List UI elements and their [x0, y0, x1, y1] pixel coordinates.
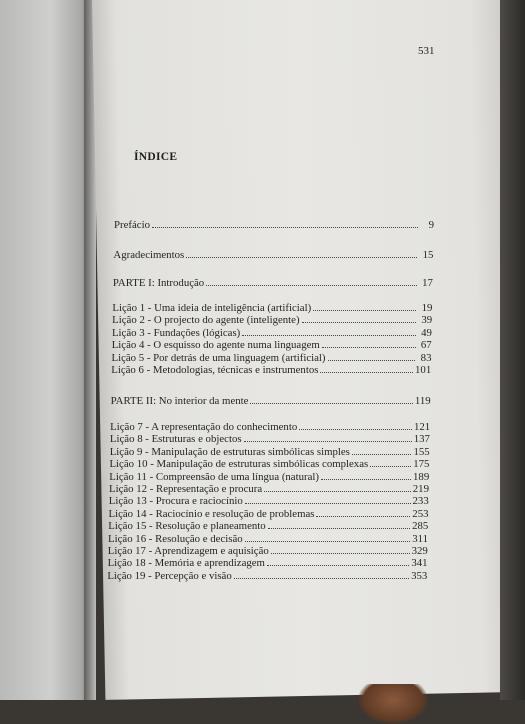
toc-entry-page: 137 [413, 433, 430, 446]
toc-entry-page: 311 [412, 532, 429, 545]
toc-entry-label: Lição 1 - Uma ideia de inteligência (artificial) [112, 302, 312, 314]
toc-leader-dots [264, 483, 411, 492]
toc-leader-dots [152, 219, 418, 228]
toc-entry-label: Lição 16 - Resolução e decisão [108, 532, 243, 545]
toc-entry-label: Lição 8 - Estruturas e objectos [109, 433, 242, 446]
toc-entry-page: 285 [412, 520, 429, 533]
toc-entry-page: 341 [411, 557, 428, 570]
toc-entry [109, 495, 429, 507]
toc-leader-dots [320, 364, 413, 373]
toc-entry-label: Agradecimentos [113, 249, 185, 261]
toc-entry [108, 557, 428, 569]
toc-entry-page: 15 [422, 249, 434, 261]
toc-entry-page: 253 [412, 507, 429, 520]
toc-leader-dots [245, 533, 411, 542]
toc-entry-label: PARTE II: No interior da mente [110, 395, 249, 407]
toc-entry [108, 520, 428, 532]
toc-entry-page: 119 [414, 395, 431, 407]
toc-entry [110, 446, 430, 458]
toc-entry-label: Lição 17 - Aprendizagem e aquisição [107, 545, 269, 557]
toc-leader-dots [186, 249, 417, 258]
toc-entry-page: 9 [428, 219, 434, 231]
toc-entry-page: 219 [412, 483, 429, 495]
toc-leader-dots [242, 327, 416, 336]
toc-leader-dots [245, 495, 411, 504]
toc-entry-page: 353 [411, 569, 428, 582]
toc-leader-dots [370, 458, 411, 467]
toc-entry [109, 483, 429, 495]
toc-entry-page: 155 [413, 445, 430, 458]
toc-leader-dots [299, 421, 412, 430]
toc-entry [111, 364, 431, 376]
page-number: 531 [418, 45, 435, 57]
toc-entry [108, 545, 428, 557]
toc-entry-page: 83 [420, 351, 432, 364]
toc-entry-label: Lição 19 - Percepção e visão [107, 569, 232, 582]
toc-entry [110, 421, 430, 433]
toc-entry-label: Lição 13 - Procura e raciocínio [108, 495, 243, 508]
toc-entry-page: 175 [413, 458, 430, 471]
toc-entry-page: 17 [422, 277, 433, 289]
toc-entry [112, 327, 432, 339]
toc-entry-label: Lição 7 - A representação do conhecimento [110, 421, 298, 433]
toc-entry-label: PARTE I: Introdução [112, 277, 205, 289]
toc-entry-page: 189 [413, 470, 430, 483]
toc-leader-dots [328, 352, 416, 361]
toc-entry [109, 458, 429, 470]
toc-entry [112, 314, 432, 326]
toc-entry-label: Lição 4 - O esquisso do agente numa linguagem [111, 339, 320, 352]
toc-leader-dots [322, 339, 416, 348]
toc-leader-dots [313, 302, 416, 311]
toc-entry [108, 533, 428, 545]
toc-entry [113, 249, 433, 261]
toc-entry [112, 302, 432, 314]
toc-entry-label: Lição 18 - Memória e aprendizagem [107, 557, 265, 570]
toc-leader-dots [206, 277, 417, 286]
toc-entry-label: Lição 12 - Representação e procura [108, 483, 263, 495]
toc-leader-dots [267, 557, 409, 566]
toc-entry [111, 352, 431, 364]
toc-entry-label: Lição 14 - Raciocínio e resolução de problemas [108, 507, 315, 520]
toc-entry-label: Lição 6 - Metodologias, técnicas e instrumentos [111, 364, 319, 376]
toc-entry [114, 219, 434, 231]
toc-entry-label: Lição 5 - Por detrás de uma linguagem (artificial) [111, 351, 326, 364]
toc-entry-page: 233 [412, 495, 429, 508]
toc-entry-label: Lição 2 - O projecto do agente (inteligente) [112, 314, 300, 327]
toc-entry-label: Lição 11 - Compreensão de uma língua (natural) [109, 470, 319, 483]
toc-leader-dots [321, 471, 411, 480]
toc-entry-label: Lição 3 - Fundações (lógicas) [111, 326, 241, 339]
toc-entry [110, 433, 430, 445]
toc-leader-dots [234, 570, 409, 579]
toc-heading: ÍNDICE [134, 151, 178, 163]
toc-leader-dots [268, 520, 410, 529]
toc-leader-dots [316, 508, 410, 517]
toc-leader-dots [302, 314, 417, 323]
toc-leader-dots [244, 433, 412, 442]
background-shadow [500, 0, 525, 700]
toc-entry-page: 19 [421, 302, 433, 314]
toc-entry-page: 329 [411, 545, 428, 557]
toc-leader-dots [271, 545, 410, 554]
toc-entry-label: Prefácio [114, 219, 150, 231]
toc-leader-dots [250, 395, 412, 404]
toc-entry [111, 395, 431, 407]
toc-entry [109, 508, 429, 520]
toc-entry-label: Lição 9 - Manipulação de estruturas simbólicas simples [109, 445, 350, 458]
toc-entry-page: 49 [421, 326, 432, 339]
toc-entry [107, 570, 427, 582]
toc-entry [113, 277, 433, 289]
toc-entry-label: Lição 10 - Manipulação de estruturas simbólicas complexas [109, 458, 369, 471]
toc-entry-page: 101 [415, 364, 432, 376]
left-page [0, 0, 92, 700]
finger [358, 684, 428, 724]
toc-entry [112, 339, 432, 351]
toc-entry-page: 67 [420, 339, 432, 352]
toc-leader-dots [352, 446, 412, 455]
toc-entry-label: Lição 15 - Resolução e planeamento [108, 520, 266, 533]
toc-entry [109, 471, 429, 483]
toc-entry-page: 39 [421, 314, 433, 327]
toc-entry-page: 121 [413, 421, 431, 433]
